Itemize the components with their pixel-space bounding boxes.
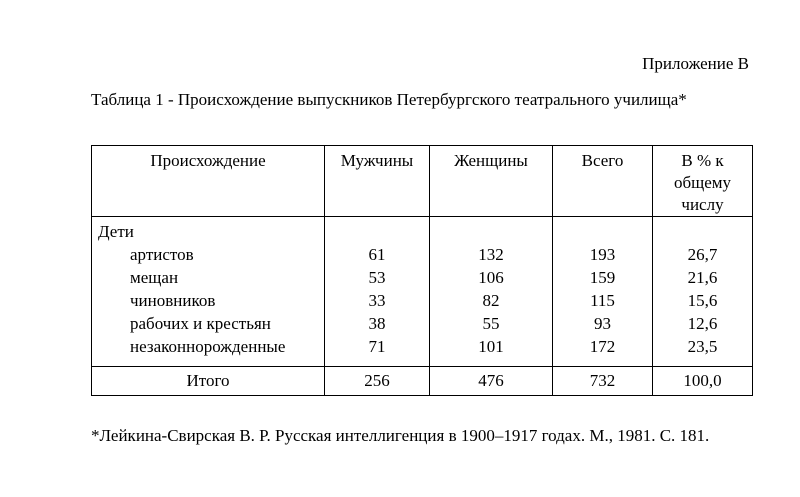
totals-women: 476: [430, 367, 553, 396]
totals-percent: 100,0: [653, 367, 753, 396]
total-column: [553, 217, 653, 367]
header-origin: Происхождение: [92, 146, 325, 217]
table-caption: Таблица 1 - Происхождение выпускников Петербургского театрального училища*: [91, 90, 687, 109]
row-label: незаконнорожденные: [130, 337, 286, 356]
totals-row: [92, 367, 753, 396]
women-value: 106: [478, 268, 504, 287]
men-value: 33: [368, 291, 386, 310]
percent-value: 23,5: [687, 337, 718, 356]
header-women: Женщины: [430, 146, 553, 217]
totals-men: 256: [325, 367, 430, 396]
women-value: 101: [478, 337, 504, 356]
women-value: 82: [482, 291, 500, 310]
header-total: Всего: [553, 146, 653, 217]
percent-value: 15,6: [687, 291, 718, 310]
total-value: 115: [590, 291, 615, 310]
men-value: 61: [368, 245, 386, 264]
men-value: 71: [368, 337, 386, 356]
totals-total: 732: [553, 367, 653, 396]
header-men: Мужчины: [325, 146, 430, 217]
footnote: *Лейкина-Свирская В. Р. Русская интеллигенция в 1900–1917 годах. М., 1981. С. 181.: [91, 426, 710, 445]
percent-value: 12,6: [687, 314, 718, 333]
table-header-row: [92, 146, 753, 217]
header-percent: В % к общему числу: [653, 146, 753, 217]
total-value: 193: [589, 245, 616, 264]
total-value: 159: [589, 268, 616, 287]
percent-value: 26,7: [687, 245, 718, 264]
total-value: 172: [589, 337, 616, 356]
table-body-row: [92, 217, 753, 367]
percent-column: [653, 217, 753, 367]
origin-column: [92, 217, 325, 367]
row-label: мещан: [130, 268, 179, 287]
total-value: 93: [594, 314, 611, 333]
women-column: [430, 217, 553, 367]
men-column: [325, 217, 430, 367]
men-value: 38: [368, 314, 386, 333]
percent-value: 21,6: [687, 268, 718, 287]
women-value: 132: [478, 245, 504, 264]
totals-label: Итого: [92, 367, 325, 396]
row-label: рабочих и крестьян: [130, 314, 271, 333]
origin-table: [91, 145, 753, 396]
row-label: чиновников: [130, 291, 216, 310]
appendix-label: Приложение В: [642, 54, 749, 73]
row-label: артистов: [130, 245, 194, 264]
group-title: Дети: [98, 222, 134, 241]
women-value: 55: [482, 314, 500, 333]
men-value: 53: [368, 268, 386, 287]
